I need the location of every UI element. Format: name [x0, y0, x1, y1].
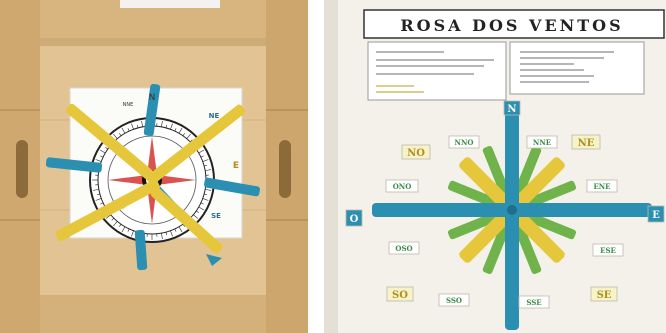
direction-card-so	[387, 287, 413, 301]
direction-card-label: N	[507, 104, 517, 115]
direction-card-nne	[527, 136, 557, 148]
direction-card-label: ESE	[600, 246, 616, 255]
direction-card-e	[648, 206, 664, 222]
direction-card-ono	[386, 180, 418, 192]
poster-title: ROSA DOS VENTOS	[400, 16, 624, 35]
direction-card-label: NE	[577, 138, 595, 149]
crate-handle-right	[279, 140, 291, 198]
compass-label-north: N	[148, 93, 156, 103]
info-box-right	[510, 42, 644, 94]
left-photo	[0, 0, 308, 333]
compass-label-se: SE	[211, 212, 221, 220]
direction-card-ne	[572, 135, 600, 149]
crate-handle-left	[16, 140, 28, 198]
direction-card-label: ONO	[392, 182, 412, 191]
direction-card-label: NO	[407, 148, 425, 159]
crate-bottom-rail	[0, 295, 308, 333]
right-photo	[324, 0, 666, 333]
direction-card-label: SSO	[445, 296, 463, 305]
direction-card-label: OSO	[395, 244, 413, 253]
clothespin-blue-vertical	[505, 112, 519, 330]
direction-card-ene	[587, 180, 617, 192]
info-box-left	[368, 42, 506, 100]
direction-card-label: SE	[596, 290, 612, 301]
direction-card-no	[402, 145, 430, 159]
direction-card-label: SSE	[526, 298, 542, 307]
poster-photo	[324, 0, 666, 333]
direction-card-label: ENE	[593, 182, 611, 191]
compass-label-nne: NNE	[122, 102, 134, 108]
direction-card-label: O	[349, 214, 359, 225]
direction-card-nno	[449, 136, 479, 148]
direction-card-label: NNE	[532, 138, 552, 147]
direction-card-o	[346, 210, 362, 226]
direction-card-label: NNO	[454, 138, 474, 147]
direction-card-label: E	[652, 210, 660, 221]
direction-card-label: SO	[392, 290, 408, 301]
direction-card-se	[591, 287, 617, 301]
direction-card-oso	[389, 242, 419, 254]
direction-card-sse	[519, 296, 549, 308]
compass-label-east: E	[232, 161, 240, 171]
crate-photo	[0, 0, 308, 333]
direction-card-n	[504, 101, 520, 115]
direction-card-ese	[593, 244, 623, 256]
direction-card-sso	[439, 294, 469, 306]
compass-label-ne: NE	[208, 112, 220, 120]
